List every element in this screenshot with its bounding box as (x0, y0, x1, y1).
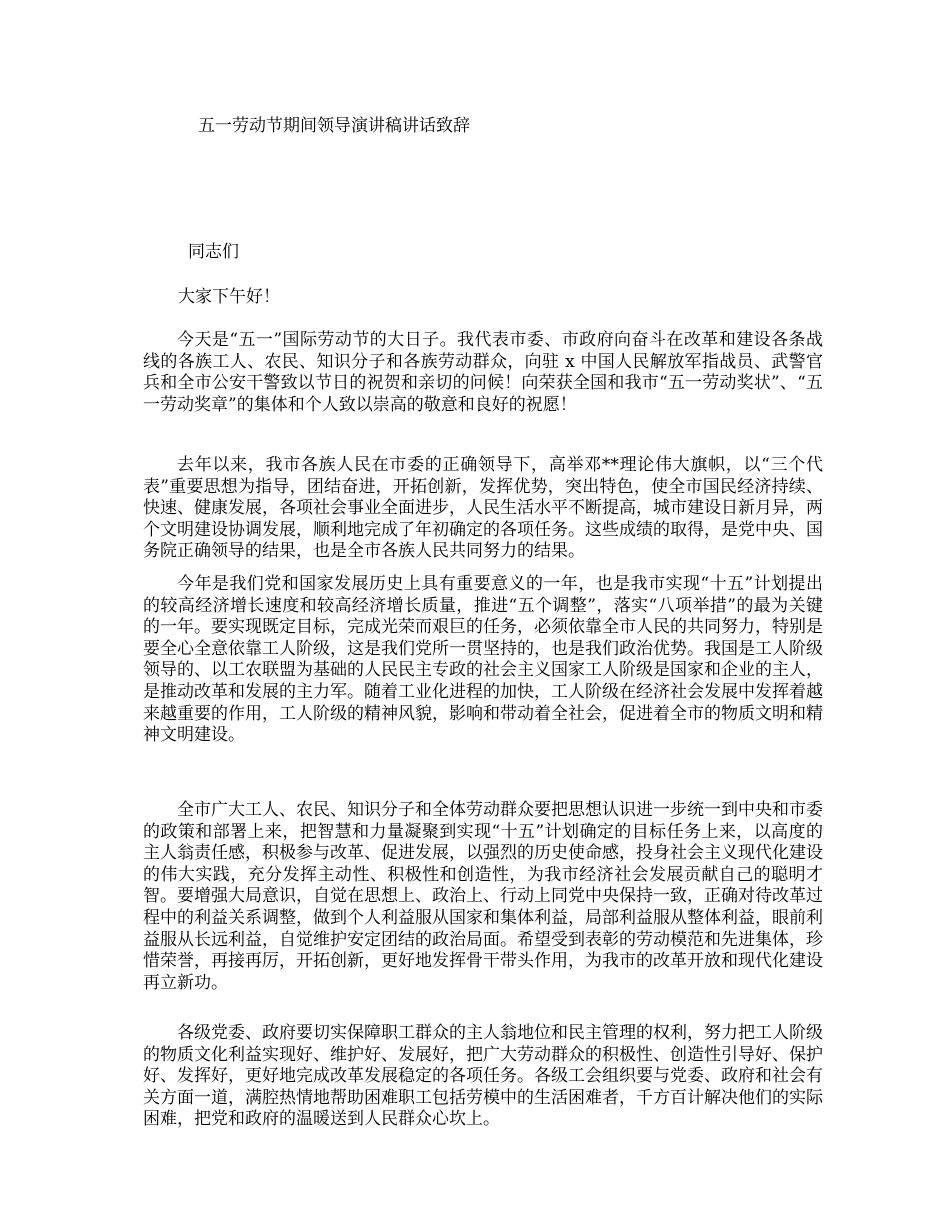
paragraph-last-year-achievements: 去年以来，我市各族人民在市委的正确领导下，高举邓**理论伟大旗帜，以“三个代表”重要思想为指导，团结奋进，开拓创新，发挥优势，突出特色，使全市国民经济持续、快速、健康发展，各项社会事业全面进步，人民生活水平不断提高，城市建设日新月异，两个文明建设协调发展，顺利地完成了年初确定的各项任务。这些成绩的取得，是党中央、国务院正确领导的结果，也是全市各族人民共同努力的结果。 (143, 455, 823, 562)
paragraph-party-committees-duty: 各级党委、政府要切实保障职工群众的主人翁地位和民主管理的权利，努力把工人阶级的物质文化利益实现好、维护好、发展好，把广大劳动群众的积极性、创造性引导好、保护好、发挥好，更好地完成改革发展稳定的各项任务。各级工会组织要与党委、政府和社会有关方面一道，满腔热情地帮助困难职工包括劳模中的生活困难者，千方百计解决他们的实际困难，把党和政府的温暖送到人民群众心坎上。 (143, 1023, 823, 1130)
greeting: 大家下午好！ (178, 287, 280, 307)
paragraph-this-year-significance: 今年是我们党和国家发展历史上具有重要意义的一年，也是我市实现“十五”计划提出的较高经济增长速度和较高经济增长质量，推进“五个调整”，落实“八项举措”的最为关键的一年。要实现既定目标，完成光荣而艰巨的任务，必须依靠全市人民的共同努力，特别是要全心全意依靠工人阶级，这是我们党所一贯坚持的，也是我们政治优势。我国是工人阶级领导的、以工农联盟为基础的人民民主专政的社会主义国家工人阶级是国家和企业的主人，是推动改革和发展的主力军。随着工业化进程的加快，工人阶级在经济社会发展中发挥着越来越重要的作用，工人阶级的精神风貌，影响和带动着全社会，促进着全市的物质文明和精神文明建设。 (143, 574, 823, 746)
document-title: 五一劳动节期间领导演讲稿讲话致辞 (198, 116, 470, 136)
paragraph-call-to-workers: 全市广大工人、农民、知识分子和全体劳动群众要把思想认识进一步统一到中央和市委的政策和部署上来，把智慧和力量凝聚到实现“十五”计划确定的目标任务上来，以高度的主人翁责任感，积极参与改革、促进发展，以强烈的历史使命感，投身社会主义现代化建设的伟大实践，充分发挥主动性、积极性和创造性，为我市经济社会发展贡献自己的聪明才智。要增强大局意识，自觉在思想上、政治上、行动上同党中央保持一致，正确对待改革过程中的利益关系调整，做到个人利益服从国家和集体利益，局部利益服从整体利益，眼前利益服从长远利益，自觉维护安定团结的政治局面。希望受到表彰的劳动模范和先进集体，珍惜荣誉，再接再厉，开拓创新，更好地发挥骨干带头作用，为我市的改革开放和现代化建设再立新功。 (143, 800, 823, 993)
salutation: 同志们 (188, 242, 239, 262)
paragraph-festival-greetings: 今天是“五一”国际劳动节的大日子。我代表市委、市政府向奋斗在改革和建设各条战线的各族工人、农民、知识分子和各族劳动群众，向驻 x 中国人民解放军指战员、武警官兵和全市公安干警致以节日的祝贺和亲切的问候！向荣获全国和我市“五一劳动奖状”、“五一劳动奖章”的集体和个人致以崇高的敬意和良好的祝愿！ (143, 330, 823, 415)
